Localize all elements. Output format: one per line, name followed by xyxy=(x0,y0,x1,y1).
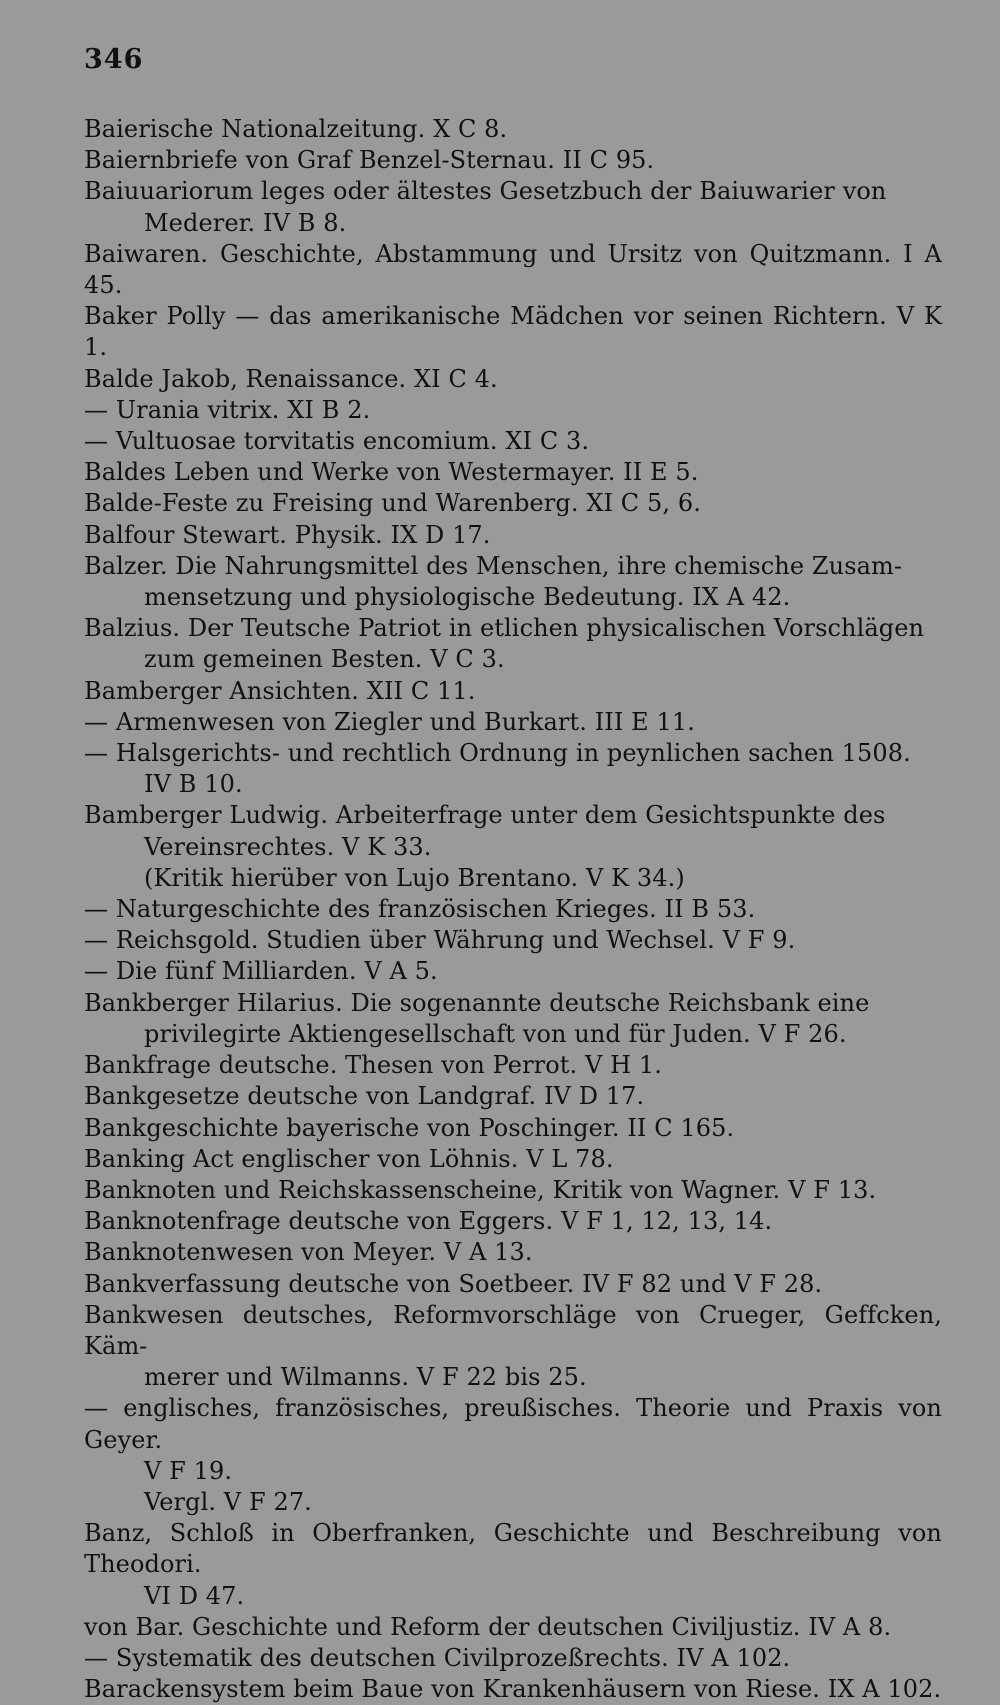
index-entry xyxy=(84,488,942,519)
entry-continuation: privilegirte Aktiengesellschaft von und für Juden. V F 26. xyxy=(144,1019,847,1048)
index-entry xyxy=(84,239,942,301)
entry-shelfmark: V F 1, 12, 13, 14. xyxy=(560,1207,773,1236)
index-entry xyxy=(84,176,942,238)
entry-shelfmark: III E 11. xyxy=(594,707,695,736)
entry-text: Baiwaren. Geschichte, Abstammung und Ursitz von Quitzmann. xyxy=(84,239,892,268)
entry-text: Balfour Stewart. Physik. xyxy=(84,520,383,549)
entry-shelfmark: II B 53. xyxy=(664,895,756,924)
index-entry xyxy=(84,457,942,488)
entry-shelfmark: XI C 5, 6. xyxy=(586,489,701,518)
entry-continuation: Vergl. V F 27. xyxy=(144,1487,312,1516)
index-entry xyxy=(84,894,942,925)
entry-shelfmark: IV D 17. xyxy=(543,1082,645,1111)
index-entries xyxy=(84,114,942,1705)
index-entry xyxy=(84,1674,942,1705)
index-entry xyxy=(84,1081,942,1112)
page-number: 346 xyxy=(84,44,144,75)
index-entry xyxy=(84,301,942,363)
entry-shelfmark: V F 13. xyxy=(788,1175,877,1204)
entry-continuation: Mederer. IV B 8. xyxy=(144,208,347,237)
entry-text: Bamberger Ansichten. xyxy=(84,676,360,705)
entry-text: Baldes Leben und Werke von Westermayer. xyxy=(84,458,616,487)
entry-text: Balzius. Der Teutsche Patriot in etlichen physicalischen Vorschlägen xyxy=(84,614,925,643)
index-entry xyxy=(84,1113,942,1144)
entry-shelfmark: V F 9. xyxy=(722,926,796,955)
index-entry xyxy=(84,114,942,145)
index-entry xyxy=(84,145,942,176)
entry-text: Bankfrage deutsche. Thesen von Perrot. xyxy=(84,1051,578,1080)
entry-text: Banking Act englischer von Löhnis. xyxy=(84,1144,519,1173)
index-entry xyxy=(84,1269,942,1300)
index-entry xyxy=(84,1144,942,1175)
index-entry xyxy=(84,676,942,707)
entry-shelfmark: IX D 17. xyxy=(390,520,491,549)
entry-shelfmark: V A 5. xyxy=(364,957,438,986)
entry-text: Baker Polly — das amerikanische Mädchen vor seinen Richtern. xyxy=(84,302,887,331)
index-entry xyxy=(84,1612,942,1643)
entry-text: Baiuuariorum leges oder ältestes Gesetzbuch der Baiuwarier von xyxy=(84,177,887,206)
entry-shelfmark: I A 45. xyxy=(84,239,942,300)
entry-shelfmark: V H 1. xyxy=(585,1051,663,1080)
entry-text: — Vultuosae torvitatis encomium. xyxy=(84,427,498,456)
entry-continuation: merer und Wilmanns. V F 22 bis 25. xyxy=(144,1363,587,1392)
entry-continuation: (Kritik hierüber von Lujo Brentano. V K 34.) xyxy=(144,863,685,892)
entry-text: Bankgeschichte bayerische von Poschinger. xyxy=(84,1113,620,1142)
index-entry xyxy=(84,1300,942,1394)
entry-continuation: IV B 10. xyxy=(144,770,243,799)
entry-text: — englisches, französisches, preußisches. Theorie und Praxis von Geyer. xyxy=(84,1394,942,1454)
index-entry xyxy=(84,1237,942,1268)
entry-continuation: Vereinsrechtes. V K 33. xyxy=(144,832,432,861)
entry-text: von Bar. Geschichte und Reform der deutschen Civiljustiz. xyxy=(84,1612,801,1641)
entry-text: Bankwesen deutsches, Reformvorschläge von Crueger, Geffcken, Käm- xyxy=(84,1300,942,1360)
entry-shelfmark: II C 95. xyxy=(562,146,655,175)
entry-shelfmark: XI B 2. xyxy=(287,395,371,424)
index-entry xyxy=(84,863,942,894)
index-entry xyxy=(84,988,942,1050)
entry-shelfmark: II E 5. xyxy=(623,458,699,487)
entry-shelfmark: V A 13. xyxy=(443,1238,533,1267)
entry-text: — Naturgeschichte des französischen Krieges. xyxy=(84,895,657,924)
index-entry xyxy=(84,1050,942,1081)
index-entry xyxy=(84,1643,942,1674)
index-entry xyxy=(84,925,942,956)
entry-text: — Urania vitrix. xyxy=(84,395,280,424)
entry-text: Banknotenwesen von Meyer. xyxy=(84,1238,437,1267)
index-entry xyxy=(84,1518,942,1612)
index-entry xyxy=(84,1175,942,1206)
index-entry xyxy=(84,364,942,395)
index-entry xyxy=(84,520,942,551)
entry-text: — Halsgerichts- und rechtlich Ordnung in peynlichen sachen 1508. xyxy=(84,739,911,768)
entry-shelfmark: V L 78. xyxy=(526,1144,614,1173)
entry-shelfmark: XI C 3. xyxy=(505,427,590,456)
entry-shelfmark: XI C 4. xyxy=(413,364,498,393)
entry-text: Bankberger Hilarius. Die sogenannte deutsche Reichsbank eine xyxy=(84,988,870,1017)
entry-text: Bankgesetze deutsche von Landgraf. xyxy=(84,1082,537,1111)
entry-shelfmark: IV A 102. xyxy=(676,1643,791,1672)
entry-shelfmark: IV F 82 und V F 28. xyxy=(582,1269,823,1298)
index-entry xyxy=(84,738,942,800)
entry-text: — Systematik des deutschen Civilprozeßrechts. xyxy=(84,1643,669,1672)
index-entry xyxy=(84,1487,942,1518)
entry-continuation: V F 19. xyxy=(144,1456,233,1485)
entry-shelfmark: V K 1. xyxy=(84,302,942,362)
entry-shelfmark: X C 8. xyxy=(433,115,508,143)
entry-text: — Reichsgold. Studien über Währung und Wechsel. xyxy=(84,926,715,955)
entry-shelfmark: XII C 11. xyxy=(366,676,476,705)
index-entry xyxy=(84,426,942,457)
index-entry xyxy=(84,613,942,675)
entry-text: Banz, Schloß in Oberfranken, Geschichte und Beschreibung von Theodori. xyxy=(84,1519,942,1579)
entry-continuation: mensetzung und physiologische Bedeutung. IX A 42. xyxy=(144,583,791,612)
index-entry xyxy=(84,707,942,738)
entry-shelfmark: IV A 8. xyxy=(808,1612,892,1641)
entry-continuation: VI D 47. xyxy=(144,1581,245,1610)
index-entry xyxy=(84,1206,942,1237)
entry-text: Banknoten und Reichskassenscheine, Kritik von Wagner. xyxy=(84,1175,781,1204)
index-entry xyxy=(84,800,942,862)
entry-text: Bankverfassung deutsche von Soetbeer. xyxy=(84,1269,575,1298)
index-entry xyxy=(84,395,942,426)
entry-text: Bamberger Ludwig. Arbeiterfrage unter dem Gesichtspunkte des xyxy=(84,801,886,830)
entry-shelfmark: II C 165. xyxy=(627,1113,735,1142)
entry-text: Banknotenfrage deutsche von Eggers. xyxy=(84,1207,554,1236)
entry-text: Baierische Nationalzeitung. xyxy=(84,115,426,143)
entry-text: — Armenwesen von Ziegler und Burkart. xyxy=(84,707,587,736)
entry-text: — Die fünf Milliarden. xyxy=(84,957,357,986)
entry-text: Balzer. Die Nahrungsmittel des Menschen, ihre chemische Zusam- xyxy=(84,551,903,580)
entry-text: Balde-Feste zu Freising und Warenberg. xyxy=(84,489,579,518)
index-entry xyxy=(84,1393,942,1487)
index-entry xyxy=(84,956,942,987)
entry-text: Barackensystem beim Baue von Krankenhäusern von Riese. xyxy=(84,1675,821,1704)
entry-shelfmark: IX A 102. xyxy=(827,1675,942,1704)
entry-text: Balde Jakob, Renaissance. xyxy=(84,364,407,393)
entry-continuation: zum gemeinen Besten. V C 3. xyxy=(144,645,505,674)
index-entry xyxy=(84,551,942,613)
entry-text: Baiernbriefe von Graf Benzel-Sternau. xyxy=(84,146,555,175)
